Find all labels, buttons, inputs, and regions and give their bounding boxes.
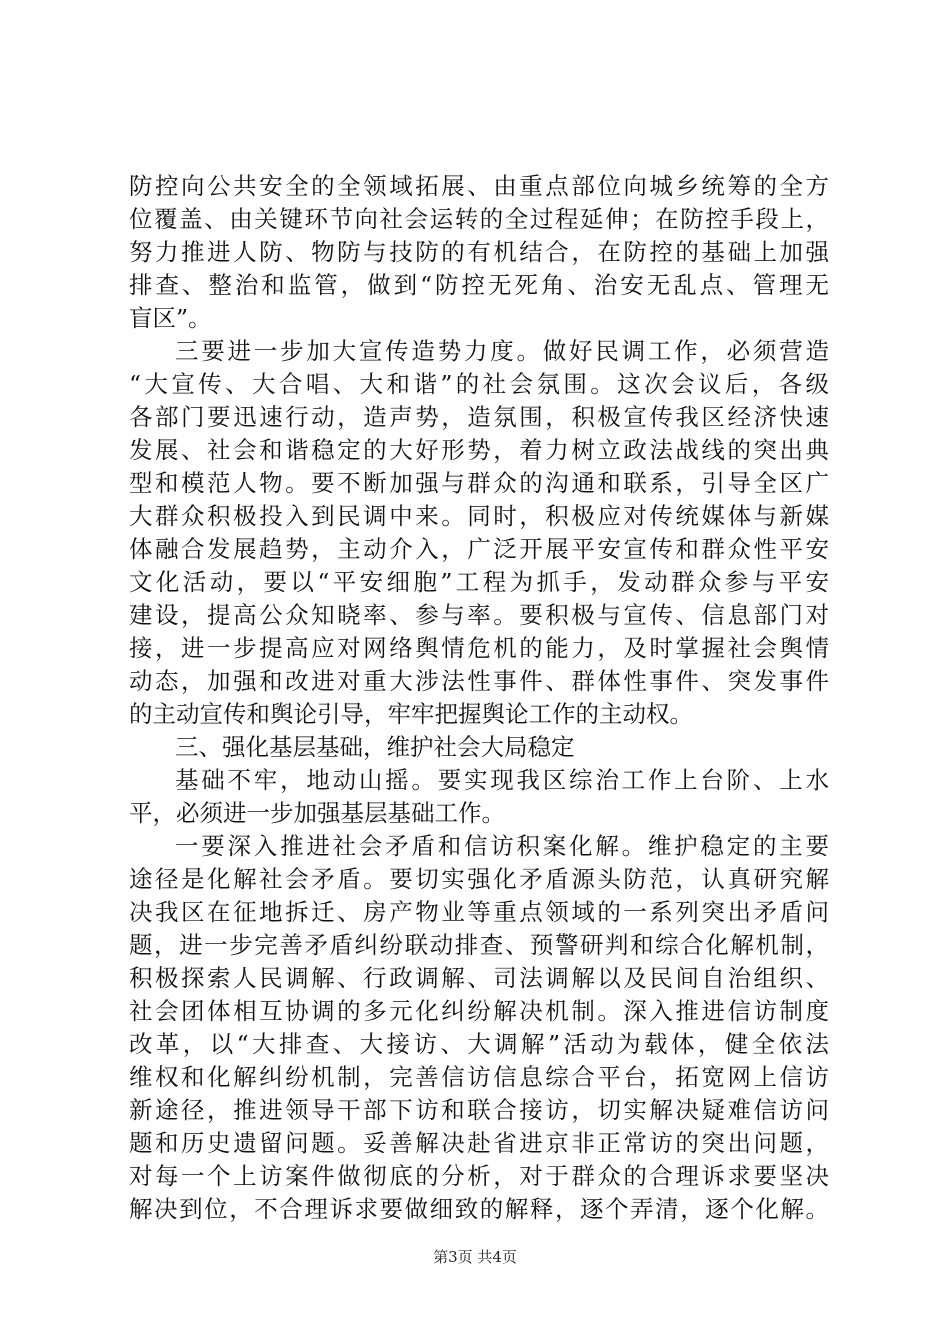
text-line: 排查、整治和监管，做到“防控无死角、治安无乱点、管理无 [129, 271, 829, 299]
text-line: 社会团体相互协调的多元化纠纷解决机制。深入推进信访制度 [129, 997, 829, 1025]
text-line: “大宣传、大合唱、大和谐”的社会氛围。这次会议后，各级 [129, 370, 829, 398]
text-line: 题和历史遗留问题。妥善解决赴省进京非正常访的突出问题， [129, 1129, 829, 1157]
document-body [129, 170, 829, 1226]
text-line: 三要进一步加大宣传造势力度。做好民调工作，必须营造 [175, 337, 829, 365]
text-line: 大群众积极投入到民调中来。同时，积极应对传统媒体与新媒 [129, 502, 829, 530]
text-line: 的主动宣传和舆论引导，牢牢把握舆论工作的主动权。 [129, 700, 693, 728]
text-line: 平，必须进一步加强基层基础工作。 [129, 799, 505, 827]
text-line: 盲区”。 [129, 304, 212, 332]
text-line: 题，进一步完善矛盾纠纷联动排查、预警研判和综合化解机制， [129, 931, 829, 959]
text-line: 基础不牢，地动山摇。要实现我区综治工作上台阶、上水 [175, 766, 829, 794]
text-line: 改革，以“大排查、大接访、大调解”活动为载体，健全依法 [129, 1030, 829, 1058]
text-line: 决我区在征地拆迁、房产物业等重点领域的一系列突出矛盾问 [129, 898, 829, 926]
page-footer: 第3页 共4页 [433, 1248, 517, 1266]
text-line: 维权和化解纠纷机制，完善信访信息综合平台，拓宽网上信访 [129, 1063, 829, 1091]
text-line: 三、强化基层基础，维护社会大局稳定 [175, 733, 575, 761]
text-line: 努力推进人防、物防与技防的有机结合，在防控的基础上加强 [129, 238, 829, 266]
text-line: 各部门要迅速行动，造声势，造氛围，积极宣传我区经济快速 [129, 403, 829, 431]
text-line: 防控向公共安全的全领域拓展、由重点部位向城乡统筹的全方 [129, 172, 829, 200]
text-line: 文化活动，要以“平安细胞”工程为抓手，发动群众参与平安 [129, 568, 829, 596]
text-line: 动态，加强和改进对重大涉法性事件、群体性事件、突发事件 [129, 667, 829, 695]
text-line: 新途径，推进领导干部下访和联合接访，切实解决疑难信访问 [129, 1096, 829, 1124]
text-line: 对每一个上访案件做彻底的分析，对于群众的合理诉求要坚决 [129, 1162, 829, 1190]
text-line: 建设，提高公众知晓率、参与率。要积极与宣传、信息部门对 [129, 601, 829, 629]
text-line: 一要深入推进社会矛盾和信访积案化解。维护稳定的主要 [175, 832, 829, 860]
text-line: 发展、社会和谐稳定的大好形势，着力树立政法战线的突出典 [129, 436, 829, 464]
text-line: 途径是化解社会矛盾。要切实强化矛盾源头防范，认真研究解 [129, 865, 829, 893]
text-line: 解决到位，不合理诉求要做细致的解释，逐个弄清，逐个化解。 [129, 1195, 829, 1223]
text-line: 积极探索人民调解、行政调解、司法调解以及民间自治组织、 [129, 964, 829, 992]
text-line: 位覆盖、由关键环节向社会运转的全过程延伸；在防控手段上， [129, 205, 829, 233]
text-line: 体融合发展趋势，主动介入，广泛开展平安宣传和群众性平安 [129, 535, 829, 563]
text-line: 型和模范人物。要不断加强与群众的沟通和联系，引导全区广 [129, 469, 829, 497]
text-line: 接，进一步提高应对网络舆情危机的能力，及时掌握社会舆情 [129, 634, 829, 662]
